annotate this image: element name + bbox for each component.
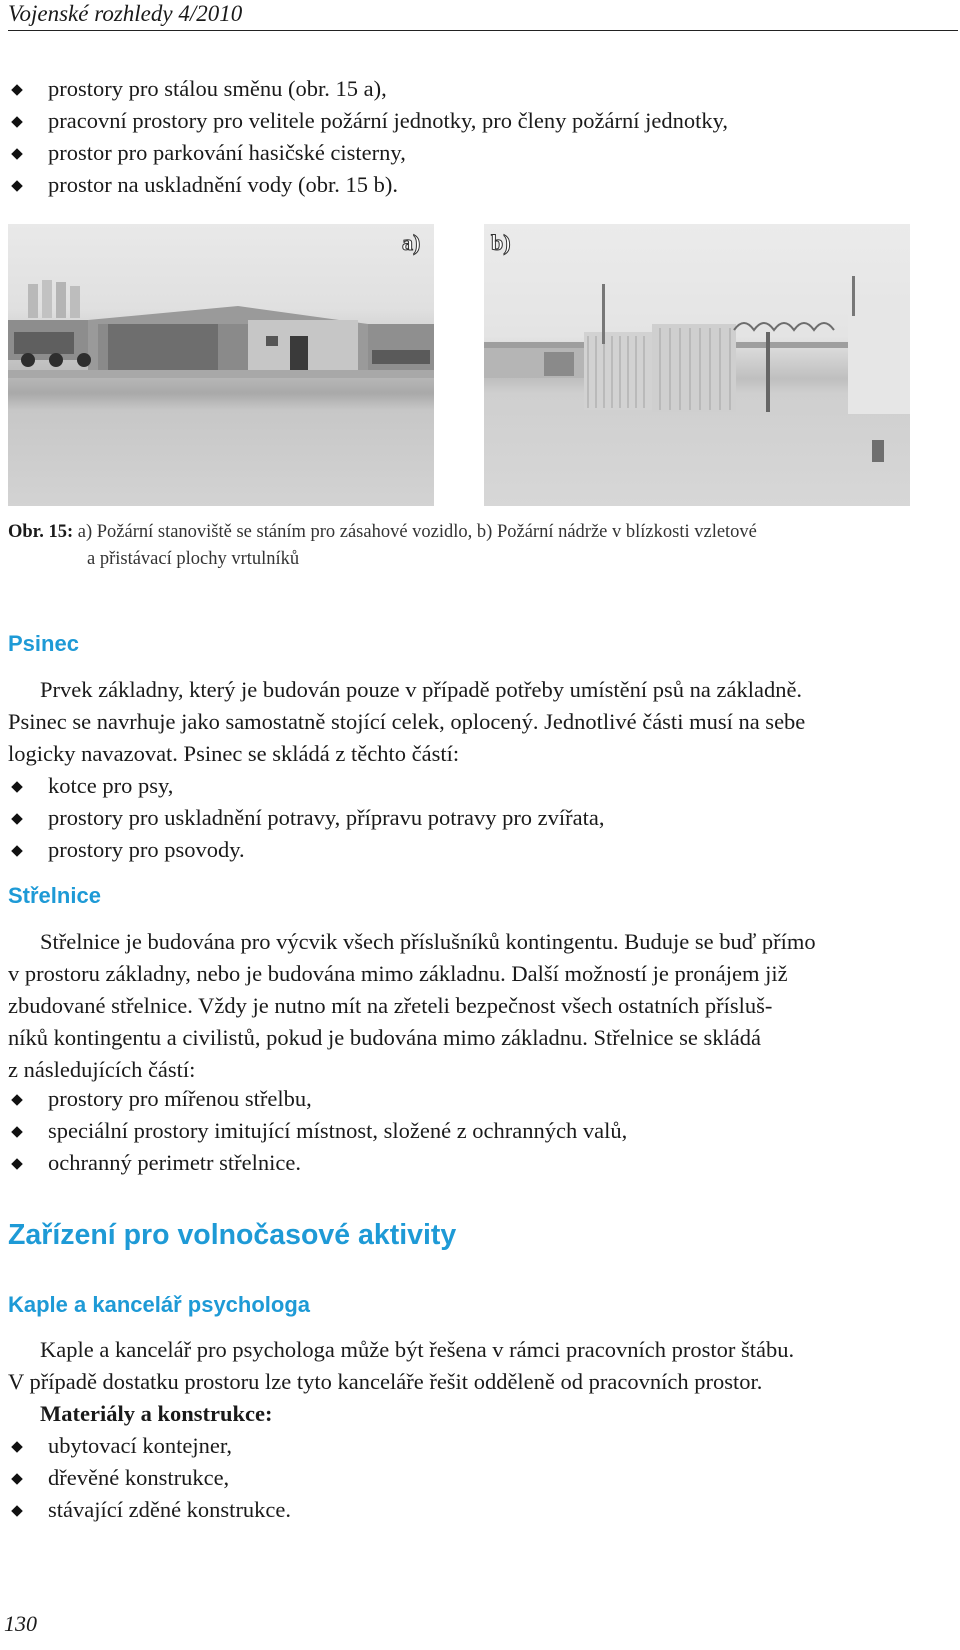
- materials-label: Materiály a konstrukce:: [40, 1401, 273, 1426]
- bullet-icon: [11, 1126, 23, 1138]
- list-item: pracovní prostory pro velitele požární jednotky, pro členy požární jednotky,: [8, 105, 728, 137]
- bullet-icon: [11, 84, 23, 96]
- list-item: dřevěné konstrukce,: [8, 1462, 291, 1494]
- paragraph-kaple: Kaple a kancelář pro psychologa může být řešena v rámci pracovních prostor štábu. V případě dostatku prostoru lze tyto kanceláře řešit odděleně od pracovních prostor.: [8, 1337, 795, 1394]
- photo-label-a: a): [402, 230, 421, 255]
- bullet-icon: [11, 1158, 23, 1170]
- list-item: prostory pro stálou směnu (obr. 15 a),: [8, 73, 728, 105]
- heading-strelnice: Střelnice: [8, 883, 101, 908]
- bullet-icon: [11, 1505, 23, 1517]
- paragraph-psinec: Prvek základny, který je budován pouze v případě potřeby umístění psů na základně. Psinec se navrhuje jako samostatně stojící celek, oplocený. Jednotlivé části musí na sebe logicky navazovat. Psinec se skládá z těchto částí:: [8, 677, 806, 766]
- page-number: 130: [4, 1611, 37, 1636]
- intro-list: [8, 73, 728, 201]
- figure-caption-line1: a) Požární stanoviště se stáním pro zásahové vozidlo, b) Požární nádrže v blízkosti vzletové: [73, 522, 757, 542]
- journal-title: Vojenské rozhledy 4/2010: [8, 1, 243, 26]
- bullet-icon: [11, 180, 23, 192]
- list-item: prostor pro parkování hasičské cisterny,: [8, 137, 728, 169]
- heading-psinec: Psinec: [8, 631, 79, 656]
- list-item: ubytovací kontejner,: [8, 1430, 291, 1462]
- psinec-list: [8, 770, 605, 866]
- bullet-icon: [11, 813, 23, 825]
- bullet-icon: [11, 845, 23, 857]
- figure-caption-line2: a přistávací plochy vrtulníků: [87, 549, 300, 569]
- photo-water-tanks-illustration: [484, 224, 910, 506]
- bullet-icon: [11, 1094, 23, 1106]
- figure-caption-label: Obr. 15:: [8, 522, 74, 542]
- list-item: prostory pro mířenou střelbu,: [8, 1083, 627, 1115]
- section-heading: Zařízení pro volnočasové aktivity: [8, 1219, 457, 1251]
- bullet-icon: [11, 148, 23, 160]
- list-item: kotce pro psy,: [8, 770, 605, 802]
- paragraph-strelnice: Střelnice je budována pro výcvik všech příslušníků kontingentu. Buduje se buď přímo v prostoru základny, nebo je budována mimo základnu. Další možností je pronájem již zbudované střelnice. Vždy je nutno mít na zřeteli bezpečnost všech ostatních přísluš- níků kontingentu a civilistů, pokud je budována mimo základnu. Střelnice se skládá z následujících částí:: [8, 929, 816, 1082]
- list-item: prostor na uskladnění vody (obr. 15 b).: [8, 169, 728, 201]
- photo-fire-station: [8, 224, 434, 506]
- heading-kaple: Kaple a kancelář psychologa: [8, 1292, 311, 1317]
- photo-fire-station-illustration: [8, 224, 434, 506]
- list-item: speciální prostory imitující místnost, složené z ochranných valů,: [8, 1115, 627, 1147]
- figure-caption: [8, 519, 908, 573]
- bullet-icon: [11, 1473, 23, 1485]
- list-item: prostory pro uskladnění potravy, přípravu potravy pro zvířata,: [8, 802, 605, 834]
- photo-label-b: b): [491, 230, 511, 255]
- list-item: ochranný perimetr střelnice.: [8, 1147, 627, 1179]
- strelnice-list: [8, 1083, 627, 1179]
- list-item: prostory pro psovody.: [8, 834, 605, 866]
- running-header: [8, 0, 958, 31]
- photo-water-tanks: [484, 224, 910, 506]
- bullet-icon: [11, 781, 23, 793]
- bullet-icon: [11, 1441, 23, 1453]
- list-item: stávající zděné konstrukce.: [8, 1494, 291, 1526]
- materials-list: [8, 1430, 291, 1526]
- bullet-icon: [11, 116, 23, 128]
